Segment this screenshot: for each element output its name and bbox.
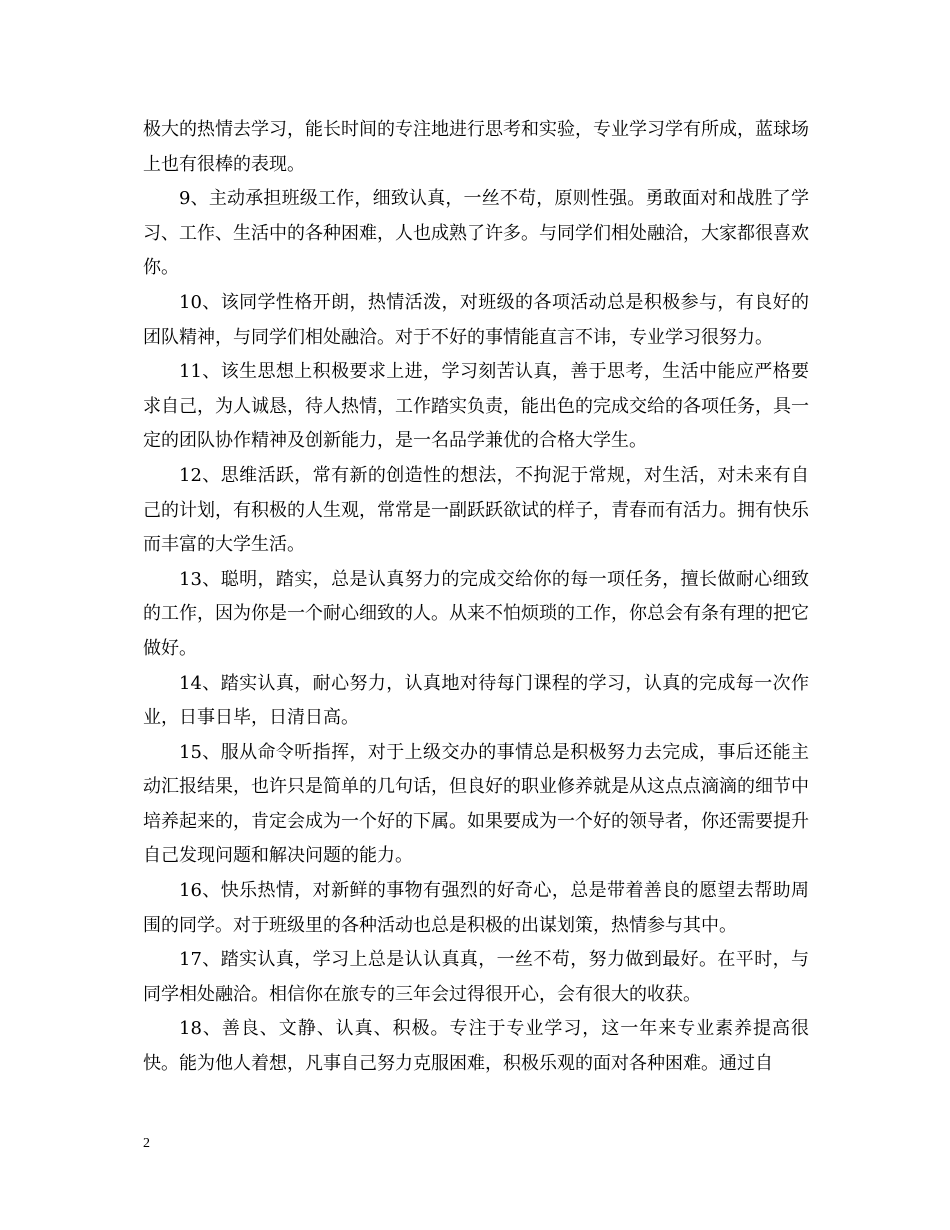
paragraph-item-17: 17、踏实认真，学习上总是认认真真，一丝不苟，努力做到最好。在平时，与同学相处融洽。相信你在旅专的三年会过得很开心，会有很大的收获。	[143, 949, 809, 1005]
paragraph-item-18: 18、善良、文静、认真、积极。专注于专业学习，这一年来专业素养提高很快。能为他人着想，凡事自己努力克服困难，积极乐观的面对各种困难。通过自	[143, 1018, 809, 1075]
page-number: 2	[143, 1136, 150, 1151]
paragraph-item-10: 10、该同学性格开朗，热情活泼，对班级的各项活动总是积极参与，有良好的团队精神，与同学们相处融洽。对于不好的事情能直言不讳，专业学习很努力。	[143, 291, 809, 348]
paragraph-item-11: 11、该生思想上积极要求上进，学习刻苦认真，善于思考，生活中能应严格要求自己，为人诚恳，待人热情，工作踏实负责，能出色的完成交给的各项任务，具一定的团队协作精神及创新能力，是一名品学兼优的合格大学生。	[143, 361, 809, 452]
paragraph-continuation: 极大的热情去学习，能长时间的专注地进行思考和实验，专业学习学有所成，蓝球场上也有很棒的表现。	[143, 119, 809, 175]
paragraph-item-14: 14、踏实认真，耐心努力，认真地对待每门课程的学习，认真的完成每一次作业，日事日毕，日清日高。	[143, 672, 809, 729]
paragraph-item-9: 9、主动承担班级工作，细致认真，一丝不苟，原则性强。勇敢面对和战胜了学习、工作、生活中的各种困难，人也成熟了许多。与同学们相处融洽，大家都很喜欢你。	[143, 188, 809, 279]
document-body	[143, 113, 809, 1082]
paragraph-item-13: 13、聪明，踏实，总是认真努力的完成交给你的每一项任务，擅长做耐心细致的工作，因为你是一个耐心细致的人。从来不怕烦琐的工作，你总会有条有理的把它做好。	[143, 568, 809, 659]
paragraph-item-15: 15、服从命令听指挥，对于上级交办的事情总是积极努力去完成，事后还能主动汇报结果，也许只是简单的几句话，但良好的职业修养就是从这点点滴滴的细节中培养起来的，肯定会成为一个好的下属。如果要成为一个好的领导者，你还需要提升自己发现问题和解决问题的能力。	[143, 741, 809, 867]
paragraph-item-16: 16、快乐热情，对新鲜的事物有强烈的好奇心，总是带着善良的愿望去帮助周围的同学。对于班级里的各种活动也总是积极的出谋划策，热情参与其中。	[143, 880, 809, 936]
paragraph-item-12: 12、思维活跃，常有新的创造性的想法，不拘泥于常规，对生活，对未来有自己的计划，有积极的人生观，常常是一副跃跃欲试的样子，青春而有活力。拥有快乐而丰富的大学生活。	[143, 464, 809, 556]
